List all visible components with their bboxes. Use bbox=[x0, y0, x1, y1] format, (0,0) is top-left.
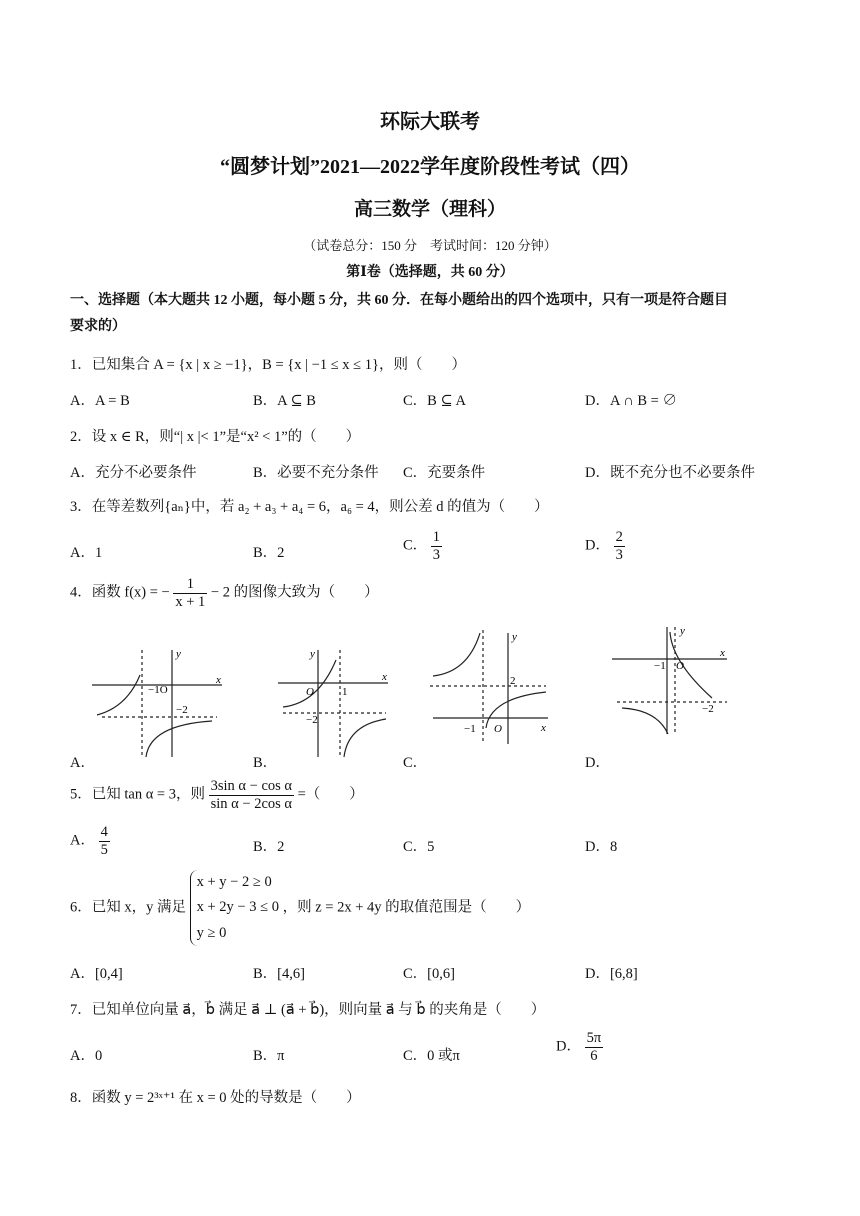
graph-d bbox=[612, 622, 737, 737]
q7-option-d: D． $\frac{5\pi}{6}$ bbox=[556, 1030, 602, 1064]
graph-b-y-label: y bbox=[310, 648, 315, 660]
graph-b-x-label: x bbox=[382, 671, 387, 683]
question-3: 3．在等差数列{aₙ}中，若 a₂ + a₃ + a₄ = 6，a₆ = 4，则公差 d 的值为（ ） bbox=[70, 499, 549, 515]
section-title-line1: 一、选择题（本大题共 12 小题，每小题 5 分，共 60 分．在每小题给出的四个选项中，只有一项是符合题目 bbox=[70, 293, 728, 308]
q6-inequality-system: x + y − 2 ≥ 0 x + 2y − 3 ≤ 0 y ≥ 0 bbox=[190, 870, 279, 946]
volume-title: 第Ⅰ卷（选择题，共 60 分） bbox=[346, 265, 514, 280]
graph-b-origin-label: O bbox=[306, 686, 314, 698]
q1-option-b: B．A ⊆ B bbox=[253, 393, 316, 409]
q1-option-a: A．A = B bbox=[70, 393, 130, 409]
graph-c-y-label: y bbox=[512, 631, 517, 643]
subject-title: 高三数学（理科） bbox=[353, 199, 506, 220]
graph-c bbox=[428, 628, 558, 746]
q3-option-b: B．2 bbox=[253, 545, 285, 561]
q6-option-c: C．[0,6] bbox=[403, 966, 455, 982]
graph-b-m2-label: −2 bbox=[306, 714, 318, 726]
q4-option-b: B． bbox=[253, 755, 278, 771]
section-title-line2: 要求的） bbox=[70, 319, 126, 334]
question-4: 4．函数 f(x) = − $\frac{1}{x + 1}$ − 2 的图像大致为（ ） bbox=[70, 576, 379, 610]
question-5: 5．已知 tan α = 3，则 $\frac{\text{3sin α − cos α}}{\text{sin α − 2cos α}}$ =（ ） bbox=[70, 778, 364, 812]
graph-c-origin-label: O bbox=[494, 723, 502, 735]
graph-a bbox=[92, 645, 232, 760]
q4-option-d: D． bbox=[585, 755, 610, 771]
exam-info: （试卷总分：150 分 考试时间：120 分钟） bbox=[303, 238, 557, 253]
q5-option-b: B．2 bbox=[253, 839, 285, 855]
q2-option-a: A．充分不必要条件 bbox=[70, 465, 197, 481]
q6-option-d: D．[6,8] bbox=[585, 966, 638, 982]
graph-b-1-label: 1 bbox=[342, 686, 348, 698]
q3-option-a: A．1 bbox=[70, 545, 103, 561]
q3-option-d: D． $\frac{2}{3}$ bbox=[585, 529, 623, 563]
q5-option-a: A． $\frac{4}{5}$ bbox=[70, 824, 108, 858]
exam-name-title: “圆梦计划”2021—2022学年度阶段性考试（四） bbox=[220, 156, 640, 178]
q2-option-b: B．必要不充分条件 bbox=[253, 465, 379, 481]
q2-option-d: D．既不充分也不必要条件 bbox=[585, 465, 755, 481]
q1-option-c: C．B ⊆ A bbox=[403, 393, 466, 409]
question-2: 2．设 x ∈ R，则“| x |< 1”是“x² < 1”的（ ） bbox=[70, 429, 361, 445]
graph-a-m2-label: −2 bbox=[176, 704, 188, 716]
graph-a-origin-label: −1O bbox=[148, 684, 168, 696]
question-6: 6．已知 x，y 满足 x + y − 2 ≥ 0 x + 2y − 3 ≤ 0 y ≥ 0 ，则 z = 2x + 4y 的取值范围是（ ） bbox=[70, 870, 530, 946]
q5-option-d: D．8 bbox=[585, 839, 618, 855]
q6-option-a: A．[0,4] bbox=[70, 966, 123, 982]
graph-c-x-label: x bbox=[541, 722, 546, 734]
graph-a-x-label: x bbox=[216, 674, 221, 686]
graph-d-m2-label: −2 bbox=[702, 703, 714, 715]
q4-option-c: C． bbox=[403, 755, 428, 771]
graph-d-origin-label: O bbox=[676, 660, 684, 672]
q3-option-c: C． $\frac{1}{3}$ bbox=[403, 529, 441, 563]
question-7: 7．已知单位向量 a⃗，b⃗ 满足 a⃗ ⊥ (a⃗ + b⃗)，则向量 a⃗ 与 b⃗ 的夹角是（ ） bbox=[70, 1002, 546, 1018]
q1-option-d: D．A ∩ B = ∅ bbox=[585, 393, 677, 409]
q7-option-b: B．π bbox=[253, 1048, 285, 1064]
q5-option-c: C．5 bbox=[403, 839, 435, 855]
graph-c-m1-label: −1 bbox=[464, 723, 476, 735]
graph-c-2-label: 2 bbox=[510, 675, 516, 687]
q7-option-a: A．0 bbox=[70, 1048, 103, 1064]
exam-org-title: 环际大联考 bbox=[380, 111, 480, 133]
q4-option-a: A． bbox=[70, 755, 95, 771]
graph-d-m1-label: −1 bbox=[654, 660, 666, 672]
q7-option-c: C．0 或π bbox=[403, 1048, 460, 1064]
graph-a-y-label: y bbox=[176, 648, 181, 660]
q2-option-c: C．充要条件 bbox=[403, 465, 486, 481]
graph-b bbox=[278, 645, 398, 760]
graph-d-y-label: y bbox=[680, 625, 685, 637]
graph-d-x-label: x bbox=[720, 647, 725, 659]
question-1: 1．已知集合 A = {x | x ≥ −1}，B = {x | −1 ≤ x ≤ 1}，则（ ） bbox=[70, 357, 466, 373]
question-8: 8．函数 y = 2³ˣ⁺¹ 在 x = 0 处的导数是（ ） bbox=[70, 1090, 361, 1106]
q6-option-b: B．[4,6] bbox=[253, 966, 305, 982]
